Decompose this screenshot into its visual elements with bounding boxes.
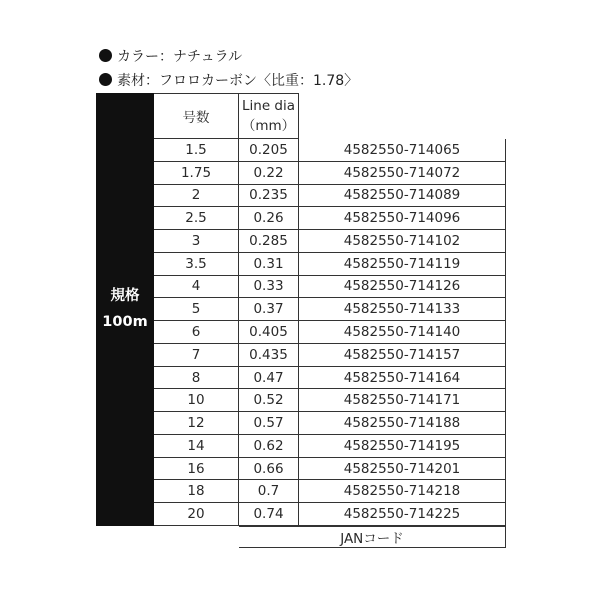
material-info-text: 素材：フロロカーボン〈比重：1.78〉 (117, 73, 359, 89)
cell-jan: 4582550-714089 (299, 185, 506, 208)
cell-line-dia: 0.26 (239, 207, 299, 230)
header-number: 号数 (154, 93, 239, 139)
cell-number: 18 (154, 480, 239, 503)
cell-number: 2.5 (154, 207, 239, 230)
cell-number: 7 (154, 344, 239, 367)
cell-number: 20 (154, 503, 239, 526)
cell-number: 1.5 (154, 139, 239, 162)
cell-line-dia: 0.235 (239, 185, 299, 208)
spec-side-label-line2: 100m (102, 314, 148, 331)
bullet-icon (99, 73, 112, 86)
color-info (99, 48, 242, 66)
header-line-dia-label: Line dia (241, 98, 296, 114)
cell-line-dia: 0.57 (239, 412, 299, 435)
cell-line-dia: 0.62 (239, 435, 299, 458)
cell-jan: 4582550-714195 (299, 435, 506, 458)
cell-jan: 4582550-714218 (299, 480, 506, 503)
cell-line-dia: 0.22 (239, 162, 299, 185)
cell-number: 10 (154, 389, 239, 412)
cell-number: 12 (154, 412, 239, 435)
cell-jan: 4582550-714126 (299, 276, 506, 299)
cell-number: 8 (154, 367, 239, 390)
color-info-text: カラー：ナチュラル (117, 49, 243, 65)
header-line-dia-unit: （mm） (241, 118, 296, 134)
cell-jan: 4582550-714188 (299, 412, 506, 435)
cell-jan: 4582550-714164 (299, 367, 506, 390)
cell-number: 6 (154, 321, 239, 344)
cell-number: 1.75 (154, 162, 239, 185)
cell-jan: 4582550-714133 (299, 298, 506, 321)
cell-jan: 4582550-714225 (299, 503, 506, 526)
cell-jan: 4582550-714171 (299, 389, 506, 412)
cell-line-dia: 0.285 (239, 230, 299, 253)
cell-jan: 4582550-714065 (299, 139, 506, 162)
cell-number: 3 (154, 230, 239, 253)
header-line-dia (239, 93, 299, 139)
cell-line-dia: 0.74 (239, 503, 299, 526)
cell-line-dia: 0.33 (239, 276, 299, 299)
spec-table (96, 93, 506, 548)
cell-jan: 4582550-714102 (299, 230, 506, 253)
cell-number: 2 (154, 185, 239, 208)
cell-line-dia: 0.435 (239, 344, 299, 367)
cell-number: 14 (154, 435, 239, 458)
spec-side-label-line1: 規格 (110, 288, 140, 305)
cell-jan: 4582550-714096 (299, 207, 506, 230)
cell-jan: 4582550-714201 (299, 458, 506, 481)
cell-line-dia: 0.31 (239, 253, 299, 276)
cell-line-dia: 0.7 (239, 480, 299, 503)
cell-number: 3.5 (154, 253, 239, 276)
cell-line-dia: 0.205 (239, 139, 299, 162)
cell-number: 5 (154, 298, 239, 321)
cell-number: 4 (154, 276, 239, 299)
cell-line-dia: 0.66 (239, 458, 299, 481)
cell-line-dia: 0.52 (239, 389, 299, 412)
cell-jan: 4582550-714157 (299, 344, 506, 367)
cell-jan: 4582550-714140 (299, 321, 506, 344)
spec-side-label (96, 93, 154, 526)
header-jan: JANコード (239, 526, 506, 548)
cell-line-dia: 0.47 (239, 367, 299, 390)
cell-jan: 4582550-714072 (299, 162, 506, 185)
cell-line-dia: 0.37 (239, 298, 299, 321)
material-info (99, 72, 358, 90)
cell-number: 16 (154, 458, 239, 481)
bullet-icon (99, 49, 112, 62)
cell-jan: 4582550-714119 (299, 253, 506, 276)
cell-line-dia: 0.405 (239, 321, 299, 344)
